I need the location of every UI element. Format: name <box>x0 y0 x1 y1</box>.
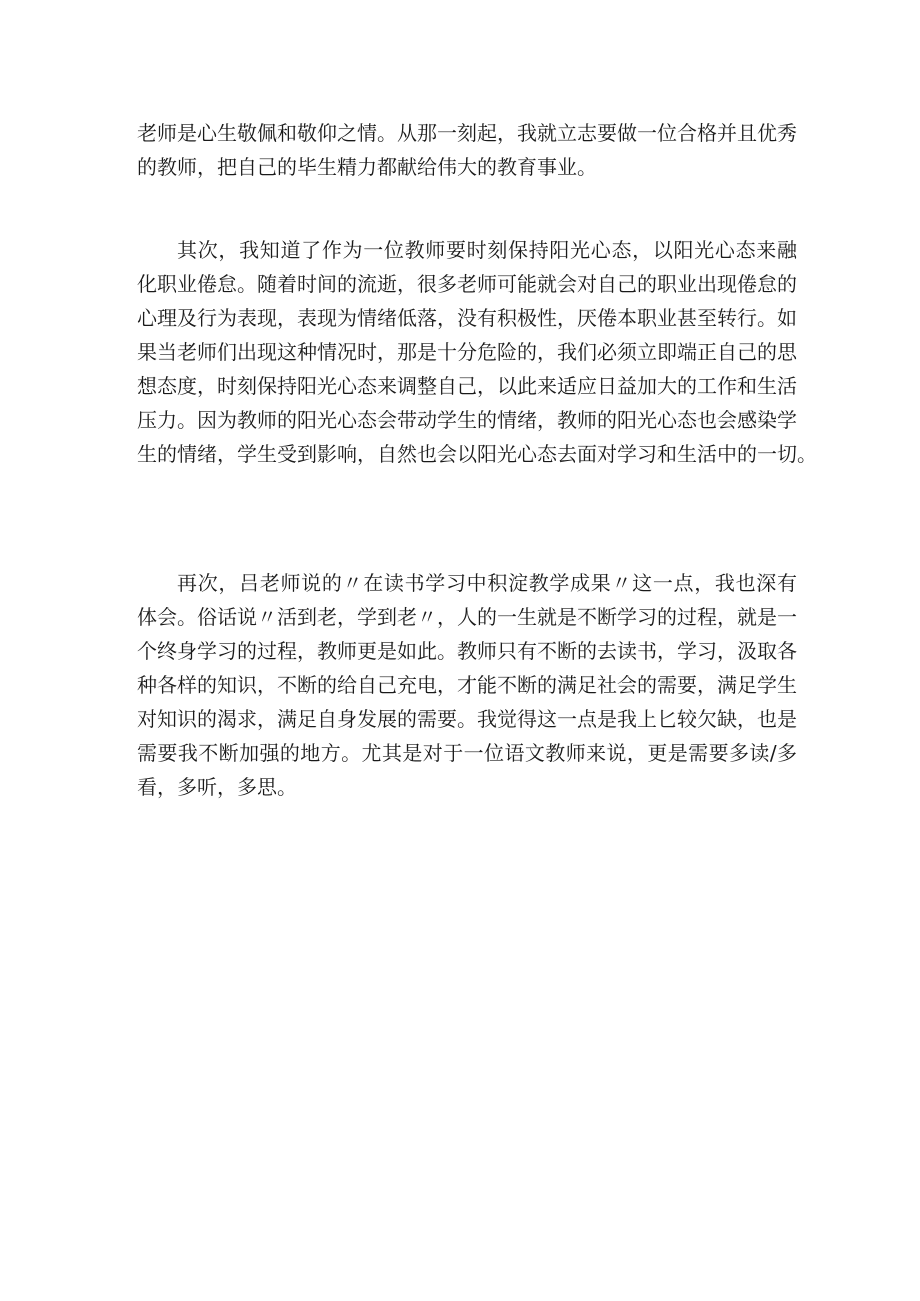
paragraph-line: 体会。俗话说〃活到老，学到老〃，人的一生就是不断学习的过程，就是一 <box>137 605 797 629</box>
paragraph-line: 心理及行为表现，表现为情绪低落，没有积极性，厌倦本职业甚至转行。如 <box>137 306 797 330</box>
paragraph-line: 化职业倦怠。随着时间的流逝，很多老师可能就会对自己的职业出现倦怠的 <box>137 272 797 296</box>
paragraph-line: 其次，我知道了作为一位教师要时刻保持阳光心态，以阳光心态来融 <box>177 238 797 262</box>
paragraph-continuation <box>137 116 797 184</box>
paragraph-line: 生的情绪，学生受到影响，自然也会以阳光心态去面对学习和生活中的一切。 <box>137 442 817 466</box>
paragraph-second <box>137 233 817 471</box>
paragraph-line: 想态度，时刻保持阳光心态来调整自己，以此来适应日益加大的工作和生活 <box>137 374 797 398</box>
paragraph-line: 的教师，把自己的毕生精力都献给伟大的教育事业。 <box>137 155 597 179</box>
paragraph-line: 老师是心生敬佩和敬仰之情。从那一刻起，我就立志要做一位合格并且优秀 <box>137 121 797 145</box>
paragraph-line: 再次，吕老师说的〃在读书学习中积淀教学成果〃这一点，我也深有 <box>177 571 797 595</box>
paragraph-line: 需要我不断加强的地方。尤其是对于一位语文教师来说，更是需要多读/多 <box>137 741 797 765</box>
paragraph-line: 种各样的知识，不断的给自己充电，才能不断的满足社会的需要，满足学生 <box>137 673 797 697</box>
paragraph-line: 果当老师们出现这种情况时，那是十分危险的，我们必须立即端正自己的思 <box>137 340 797 364</box>
paragraph-line: 看，多听，多思。 <box>137 775 297 799</box>
paragraph-third <box>137 566 797 804</box>
paragraph-line: 压力。因为教师的阳光心态会带动学生的情绪，教师的阳光心态也会感染学 <box>137 408 797 432</box>
paragraph-line: 对知识的渴求，满足自身发展的需要。我觉得这一点是我上匕较欠缺，也是 <box>137 707 797 731</box>
paragraph-line: 个终身学习的过程，教师更是如此。教师只有不断的去读书，学习，汲取各 <box>137 639 797 663</box>
